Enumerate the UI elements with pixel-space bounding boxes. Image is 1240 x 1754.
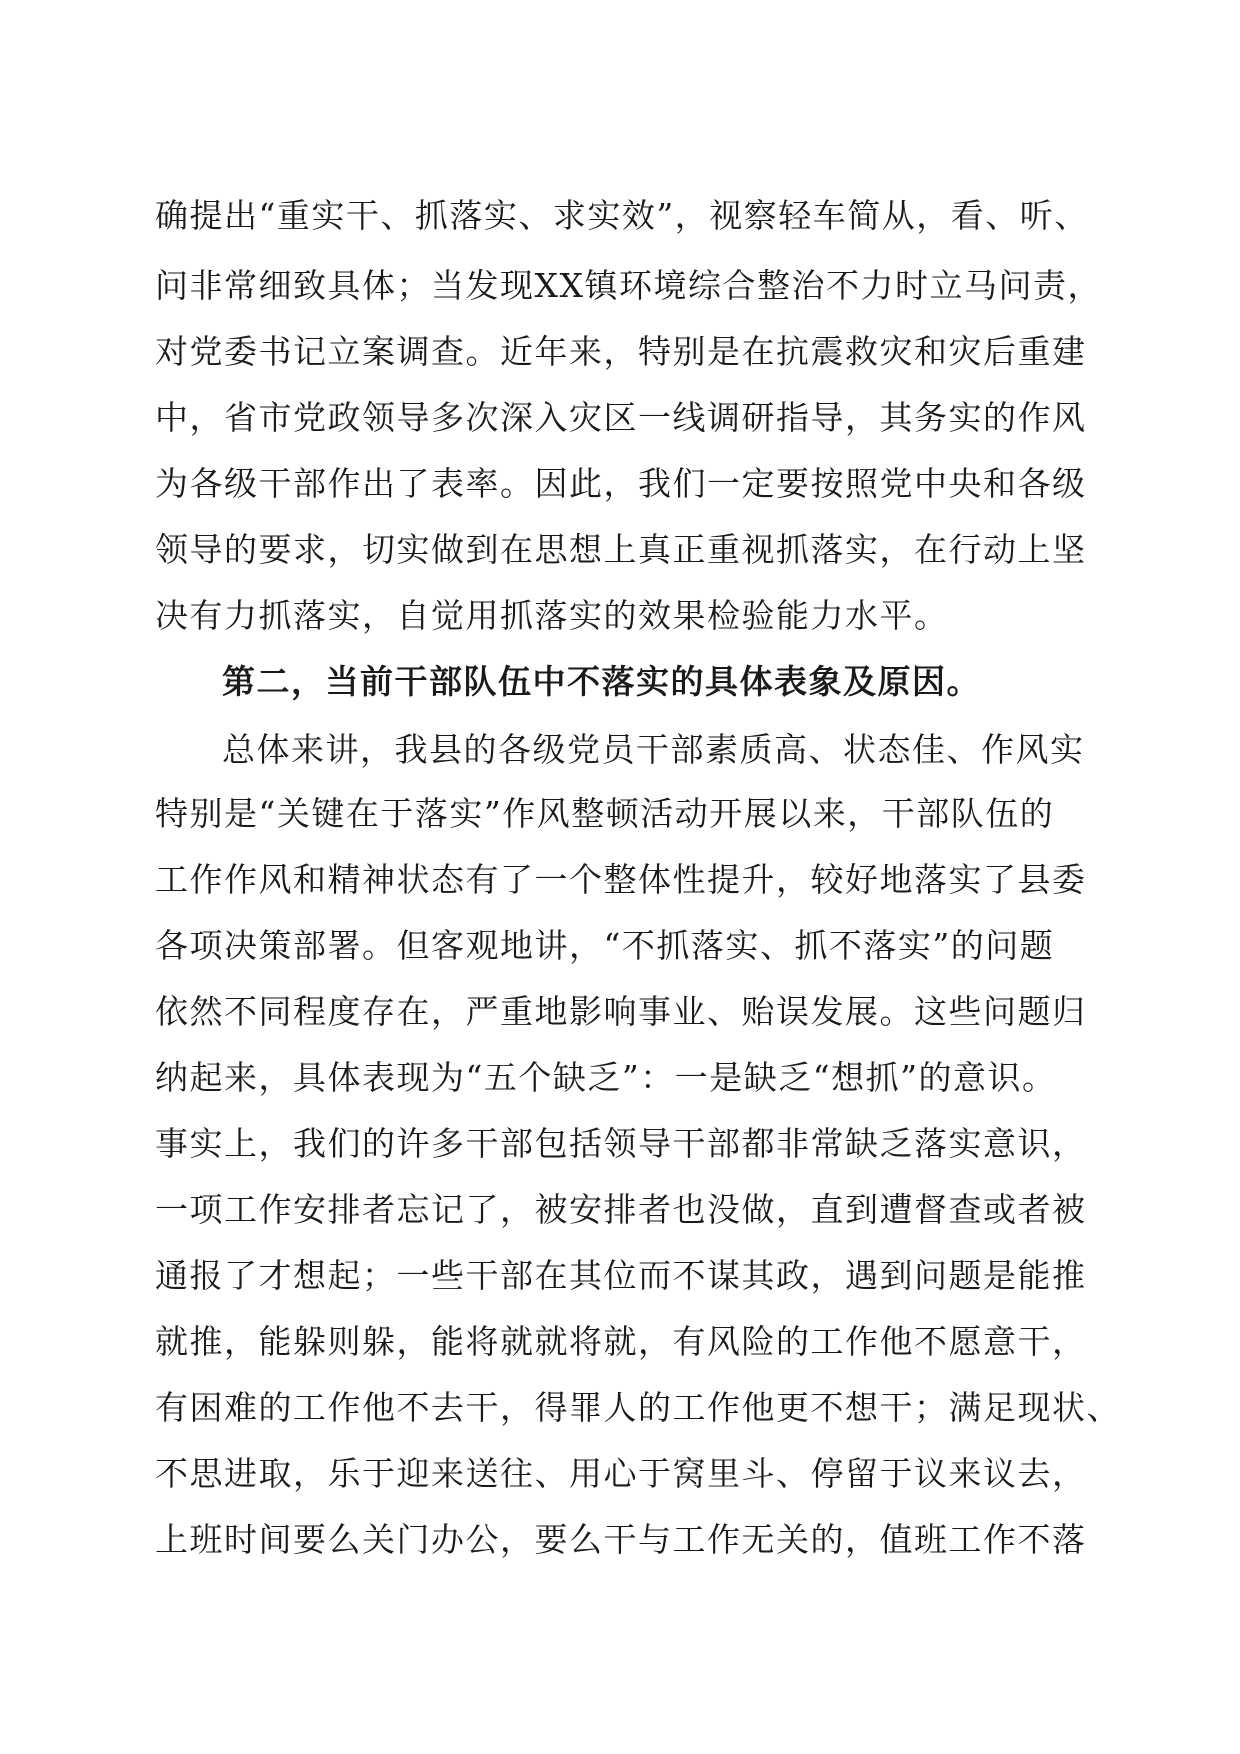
text-line-13: 依然不同程度存在，严重地影响事业、贻误发展。这些问题归 xyxy=(155,992,1087,1031)
paragraph-first-line: 总体来讲，我县的各级党员干部素质高、状态佳、作风实 xyxy=(222,730,1085,769)
text-line-3: 对党委书记立案调查。近年来，特别是在抗震救灾和灾后重建 xyxy=(155,332,1087,371)
text-line-5: 为各级干部作出了表率。因此，我们一定要按照党中央和各级 xyxy=(155,464,1087,503)
text-line-21: 上班时间要么关门办公，要么干与工作无关的，值班工作不落 xyxy=(155,1520,1087,1559)
text-line-4: 中，省市党政领导多次深入灾区一线调研指导，其务实的作风 xyxy=(155,398,1087,437)
text-line-6: 领导的要求，切实做到在思想上真正重视抓落实，在行动上坚 xyxy=(155,530,1087,569)
section-heading: 第二，当前干部队伍中不落实的具体表象及原因。 xyxy=(222,662,981,701)
text-line-1: 确提出“重实干、抓落实、求实效”，视察轻车简从，看、听、 xyxy=(155,196,1089,235)
text-line-11: 工作作风和精神状态有了一个整体性提升，较好地落实了县委 xyxy=(155,860,1087,899)
text-line-2: 问非常细致具体；当发现XX镇环境综合整治不力时立马问责， xyxy=(155,266,1102,305)
text-line-15: 事实上，我们的许多干部包括领导干部都非常缺乏落实意识， xyxy=(155,1124,1087,1163)
text-line-17: 通报了才想起；一些干部在其位而不谋其政，遇到问题是能推 xyxy=(155,1256,1087,1295)
text-line-16: 一项工作安排者忘记了，被安排者也没做，直到遭督查或者被 xyxy=(155,1190,1087,1229)
text-line-10: 特别是“关键在于落实”作风整顿活动开展以来，干部队伍的 xyxy=(155,794,1055,833)
text-line-19: 有困难的工作他不去干，得罪人的工作他更不想干；满足现状、 xyxy=(155,1388,1121,1427)
text-line-18: 就推，能躲则躲，能将就就将就，有风险的工作他不愿意干， xyxy=(155,1322,1087,1361)
text-line-7: 决有力抓落实，自觉用抓落实的效果检验能力水平。 xyxy=(155,596,949,635)
text-line-14: 纳起来，具体表现为“五个缺乏”：一是缺乏“想抓”的意识。 xyxy=(155,1058,1057,1097)
text-line-12: 各项决策部署。但客观地讲，“不抓落实、抓不落实”的问题 xyxy=(155,926,1055,965)
text-line-20: 不思进取，乐于迎来送往、用心于窝里斗、停留于议来议去， xyxy=(155,1454,1087,1493)
